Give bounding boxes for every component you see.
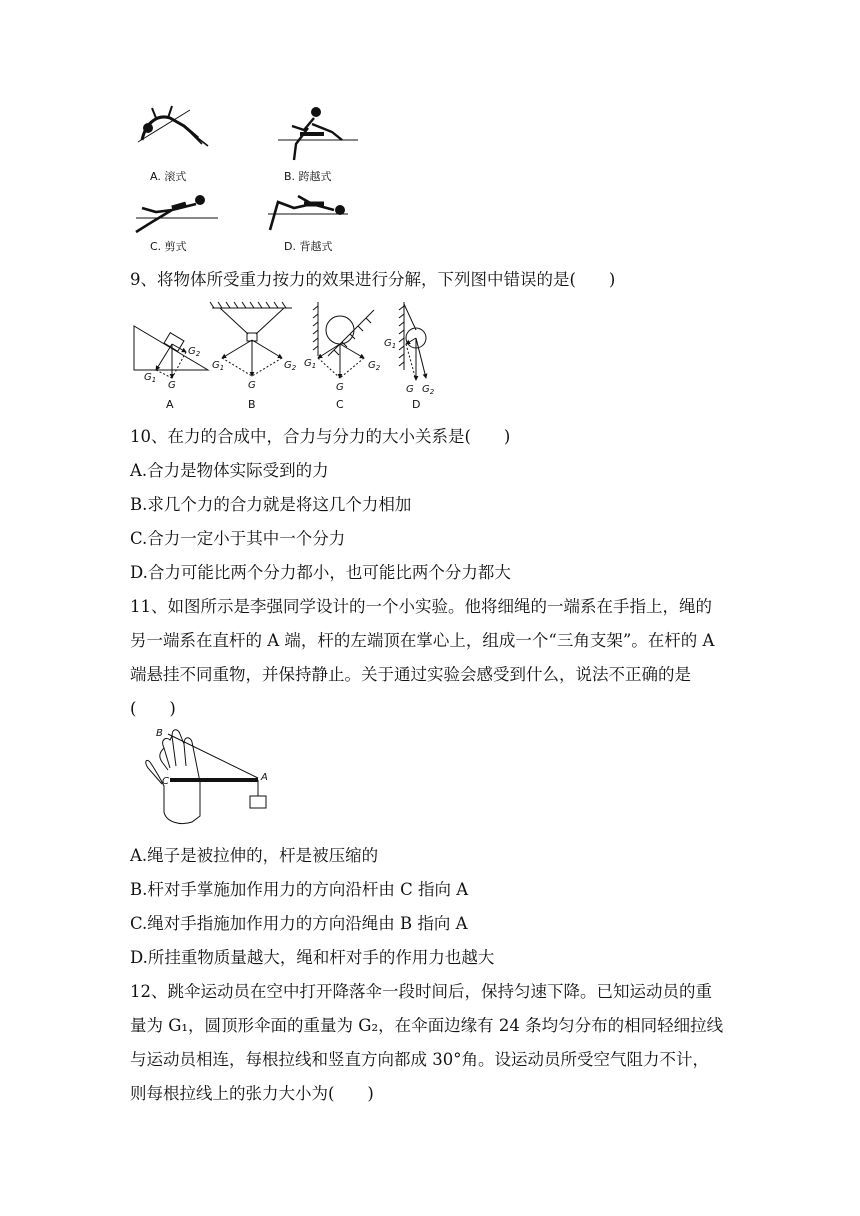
q9-a-g2-label: $G_2$ (188, 346, 201, 358)
q11-stem-line-2: 另一端系在直杆的 A 端，杆的左端顶在掌心上，组成一个“三角支架”。在杆的 A (130, 631, 715, 650)
q11-label-c: C (162, 776, 169, 787)
q12-stem-line-2: 量为 G₁，圆顶形伞面的重量为 G₂，在伞面边缘有 24 条均匀分布的相同轻细拉线 (130, 1016, 724, 1035)
q10-option-c: C.合力一定小于其中一个分力 (130, 529, 346, 548)
jump-style-b-illustration (278, 107, 358, 160)
q11-stem-line-4: ( ) (130, 699, 176, 718)
high-jump-figure (128, 100, 368, 260)
q10-stem: 10、在力的合成中，合力与分力的大小关系是( ) (130, 427, 511, 446)
q9-b-g1-label: $G_1$ (212, 360, 225, 372)
jump-caption-a: A. 滚式 (150, 170, 187, 183)
q9-stem: 9、将物体所受重力按力的效果进行分解，下列图中错误的是( ) (130, 270, 616, 289)
q9-b-g2-label: $G_2$ (284, 360, 297, 372)
q9-panel-c-diagram (313, 302, 374, 378)
jump-style-d-illustration (268, 196, 348, 230)
q9-c-g2-label: $G_2$ (368, 360, 381, 372)
q11-label-a: A (261, 772, 268, 783)
q11-hand-rod-figure (140, 722, 280, 828)
q9-d-g-label: G (406, 384, 414, 395)
q11-option-b: B.杆对手掌施加作用力的方向沿杆由 C 指向 A (130, 880, 469, 899)
q9-b-g-label: G (248, 380, 256, 391)
q11-label-b: B (156, 728, 163, 739)
q9-d-g2-label: $G_2$ (422, 384, 435, 396)
q9-panel-c-label: C (336, 398, 344, 411)
q12-stem-line-3: 与运动员相连，每根拉线和竖直方向都成 30°角。设运动员所受空气阻力不计， (130, 1050, 709, 1069)
jump-caption-b: B. 跨越式 (284, 170, 332, 183)
q9-a-g-label: G (168, 380, 176, 391)
jump-caption-d: D. 背越式 (284, 240, 333, 253)
q9-c-g1-label: $G_1$ (304, 358, 317, 370)
q9-a-g1-label: $G_1$ (144, 372, 157, 384)
q9-d-g1-label: $G_1$ (384, 338, 397, 350)
q11-stem-line-1: 11、如图所示是李强同学设计的一个小实验。他将细绳的一端系在手指上，绳的 (130, 597, 712, 616)
q11-option-c: C.绳对手指施加作用力的方向沿绳由 B 指向 A (130, 914, 468, 933)
jump-caption-c: C. 剪式 (150, 240, 187, 253)
q11-option-d: D.所挂重物质量越大，绳和杆对手的作用力也越大 (130, 948, 495, 967)
q11-option-a: A.绳子是被拉伸的，杆是被压缩的 (130, 846, 379, 865)
q9-panel-d-diagram (399, 302, 426, 380)
jump-style-c-illustration (136, 195, 218, 232)
q11-stem-line-3: 端悬挂不同重物，并保持静止。关于通过实验会感受到什么，说法不正确的是 (130, 665, 691, 684)
q9-panel-b-label: B (248, 398, 256, 411)
q12-stem-line-1: 12、跳伞运动员在空中打开降落伞一段时间后，保持匀速下降。已知运动员的重 (130, 982, 712, 1001)
q12-stem-line-4: 则每根拉线上的张力大小为( ) (130, 1084, 374, 1103)
q10-option-b: B.求几个力的合力就是将这几个力相加 (130, 495, 412, 514)
q10-option-a: A.合力是物体实际受到的力 (130, 461, 329, 480)
q9-panel-a-label: A (166, 398, 174, 411)
jump-style-a-illustration (138, 106, 208, 146)
q9-panel-d-label: D (412, 398, 421, 411)
q9-figure (128, 300, 458, 415)
q10-option-d: D.合力可能比两个分力都小，也可能比两个分力都大 (130, 563, 511, 582)
q9-c-g-label: G (336, 382, 344, 393)
